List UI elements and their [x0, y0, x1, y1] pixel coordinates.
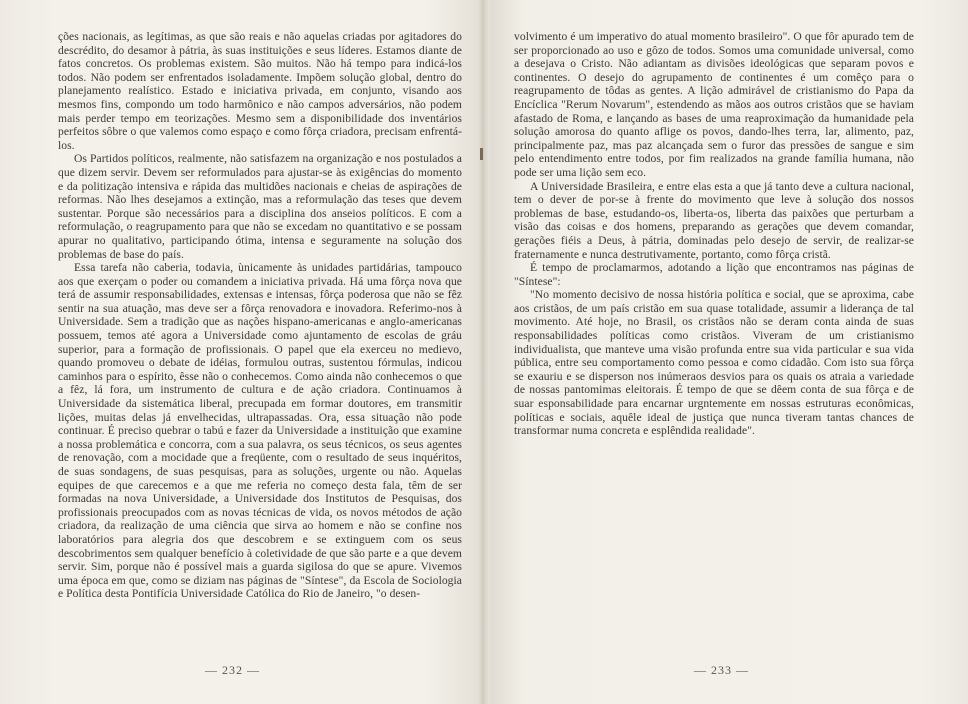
left-page-text: [58, 30, 462, 601]
paragraph: Essa tarefa não caberia, todavia, ùnicamente às unidades partidárias, tampouco aos que exerçam o poder ou comandem a iniciativa privada. Há uma fôrça nova que terá de assumir responsabilidades, extensas e intensas, fôrça poderosa que não se fêz sentir na sua atuação, mas deve ser a fôrça renovadora e inovadora. Referimo-nos à Universidade. Sem a tradição que as nações hispano-americanas e anglo-americanas possuem, temos até agora a Universidade como ajuntamento de escolas de gráu superior, para a formação de profissionais. O papel que ela exerceu no medievo, quando promoveu o debate de idéias, formulou outras, sustentou fórmulas, indicou caminhos para o espírito, êsse não o conhecemos. Como ainda não conhecemos o que a fêz, lá fora, um instrumento de cultura e de ação criadora. Continuamos à Universidade da sistemática liberal, precupada em formar doutores, em transmitir lições, muitas delas já envelhecidas, ultrapassadas. Ora, essa situação não pode continuar. É preciso quebrar o tabú e fazer da Universidade a instituição que examine a nossa problemática e concorra, com a sua palavra, os seus técnicos, os seus agentes de renovação, com a mocidade que a freqüente, com o resultado de seus inquéritos, de suas sondagens, de suas pesquisas, para as soluções, urgente ou não. Aquelas equipes de que carecemos e a que me referia no começo desta fala, têm de ser formadas na nova Universidade, a Universidade dos Institutos de Pesquisas, dos profissionais preocupados com as novas técnicas de vida, os novos métodos de ação criadora, da realização de uma ciência que sirva ao homem e não se confine nos laboratórios para alegria dos que descobrem e se extinguem com os seus descobrimentos sem qualquer benefício à coletividade de que são parte e a que devem servir. Sim, porque não é possível mais a guarda sigilosa do que se apure. Vivemos uma época em que, como se diziam nas páginas de "Síntese", da Escola de Sociologia e Política desta Pontifícia Universidade Católica do Rio de Janeiro, "o desen-: [58, 261, 462, 601]
paragraph: volvimento é um imperativo do atual momento brasileiro". O que fôr apurado tem de ser proporcionado ao uso e gôzo de todos. Somos uma comunidade universal, como a desejava o Cristo. Não adiantam as divisões ideológicas que separam povos e continentes. O desejo do agrupamento de continentes é um comêço para o reagrupamento de tôdas as gentes. A lição admirável de cristianismo do Papa da Encíclica "Rerum Novarum", estendendo as mãos aos outros cristãos que se haviam afastado de Roma, e lançando as bases de uma reaproximação da humanidade pela solução amorosa do quanto aflige os povos, dando-lhes terra, lar, alimento, paz, principalmente paz, mas paz alcançada sem o furor das pressões de sangue e sim pelo entendimento entre todos, por fim realizados na grande família humana, não pode ser uma lição sem eco.: [514, 30, 914, 179]
right-page-text: [514, 30, 914, 438]
right-page: [484, 0, 968, 704]
page-number: — 233 —: [694, 663, 749, 677]
paragraph: Os Partidos políticos, realmente, não satisfazem na organização e nos postulados a que dizem servir. Devem ser reformulados para ajustar-se às exigências do momento e da politização intensiva e rápida das multidões nacionais e cheias de aspirações de reformas. Não lhes desejamos a extinção, mas a reformulação das teses que devem sustentar. Porque são necessários para a disciplina dos anseios políticos. E com a reformulação, o reagrupamento para que não se excedam no quantitativo e se possam apurar no qualitativo, participando ótima, intensa e seguramente na solução dos problemas de base do país.: [58, 152, 462, 261]
book-gutter: [478, 0, 490, 704]
paragraph: É tempo de proclamarmos, adotando a lição que encontramos nas páginas de "Síntese":: [514, 261, 914, 288]
paragraph: A Universidade Brasileira, e entre elas esta a que já tanto deve a cultura nacional, tem o dever de por-se à frente do movimento que leve à solução dos nossos problemas de base, estudando-os, liberta-os, liberta das paixões que perturbam a visão das coisas e dos homens, preparando as gerações que devem comandar, gerações fiéis a Deus, à pátria, dominadas pelo desejo de servir, de realizar-se fraternamente e nunca destrutivamente, portanto, como fôrça cristã.: [514, 179, 914, 261]
binding-mark: [480, 148, 483, 160]
paragraph: ções nacionais, as legítimas, as que são reais e não aquelas criadas por agitadores do descrédito, do desamor à pátria, às suas instituições e seus líderes. Estamos diante de fatos concretos. Os problemas existem. São muitos. Não há tempo para indicá-los todos. Não podem ser enfrentados isoladamente. Impõem solução global, dentro do planejamento realístico. Estado e iniciativa privada, em conjunto, visando aos mesmos fins, compondo um todo harmônico e não campos adversários, não podem mais perder tempo em teorizações. Mesmo sem a disponibilidade dos inventários perfeitos sôbre o que valemos como espaço e como fôrça criadora, precisam enfrentá-los.: [58, 30, 462, 152]
quote-paragraph: "No momento decisivo de nossa história política e social, que se aproxima, cabe aos cristãos, de um país cristão em sua quase totalidade, assumir a liderança de tal movimento. Até hoje, no Brasil, os cristãos não se deram conta ainda de suas responsabilidades políticas como cristãos. Viveram de um cristianismo individualista, que manteve uma visão profunda entre sua vida particular e sua vida pública, entre seu comportamento como pessoa e como cidadão. Com isto sua fôrça se exauriu e se disperson nos inúmeraos desvios para os quais os atraia a variedade de nossas pantomimas eleitorais. É tempo de que se dêem conta de sua fôrça e de suar esponsabilidade para encarnar urgntemente em nossas estruturas econômicas, políticas e sociais, aquêle ideal de justiça que nunca tiveram tantas chances de transformar numa concreta e esplêndida realidade".: [514, 288, 914, 438]
page-number: — 232 —: [205, 663, 260, 677]
